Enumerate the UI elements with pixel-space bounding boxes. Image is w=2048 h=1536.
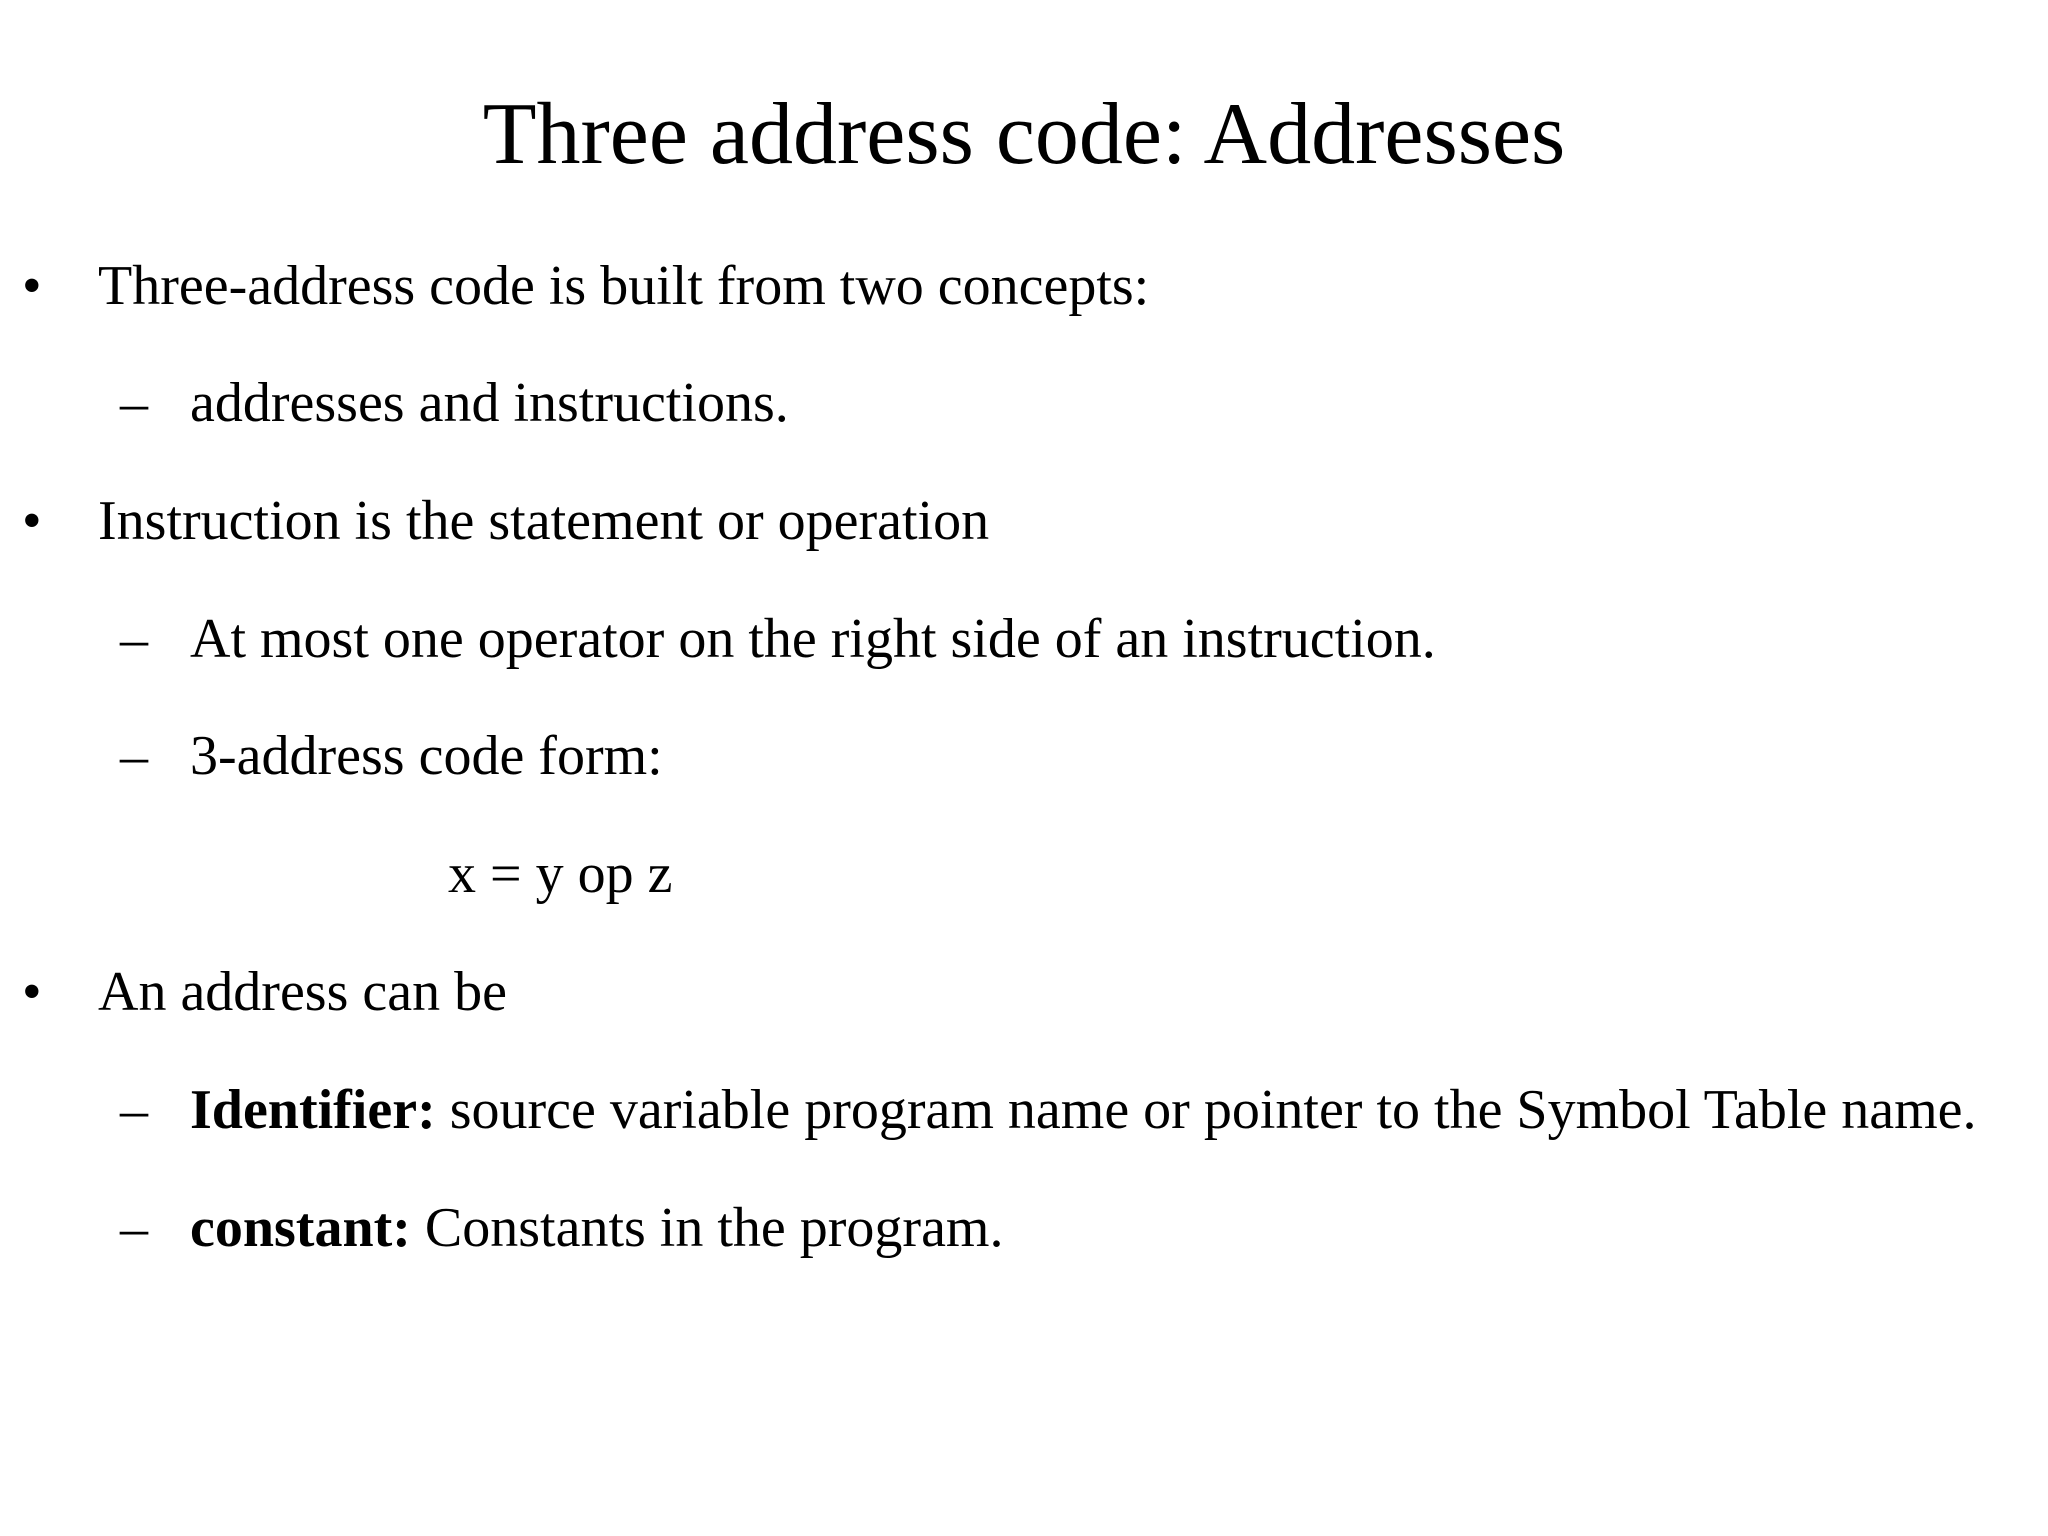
sub-bullet-item: [190, 607, 1436, 671]
bullet-text: Three-address code is built from two concepts:: [98, 255, 1150, 317]
sub-bullet-text: 3-address code form:: [190, 725, 663, 787]
dash-icon: –: [120, 1079, 148, 1141]
bullet-item: [98, 489, 989, 553]
sub-bullet-item: [190, 724, 663, 788]
bullet-item: [98, 254, 1149, 318]
term-label: Identifier:: [190, 1079, 436, 1141]
dash-icon: –: [120, 608, 148, 670]
bullet-icon: •: [22, 490, 42, 552]
bullet-icon: •: [22, 961, 42, 1023]
bullet-item: [98, 960, 507, 1024]
sub-bullet-item: [190, 371, 789, 435]
bullet-text: An address can be: [98, 961, 507, 1023]
dash-icon: –: [120, 1197, 148, 1259]
term-description: Constants in the program.: [410, 1197, 1004, 1259]
term-label: constant:: [190, 1197, 411, 1259]
sub-bullet-text: addresses and instructions.: [190, 372, 789, 434]
term-description: source variable program name or pointer to the Symbol Table name.: [435, 1079, 1977, 1141]
dash-icon: –: [120, 725, 148, 787]
bullet-text: Instruction is the statement or operation: [98, 490, 990, 552]
sub-bullet-text: At most one operator on the right side of an instruction.: [190, 608, 1436, 670]
dash-icon: –: [120, 372, 148, 434]
code-formula: [448, 842, 672, 906]
bullet-icon: •: [22, 255, 42, 317]
formula-text: x = y op z: [448, 843, 673, 905]
sub-bullet-item: [190, 1196, 1003, 1260]
sub-bullet-item: [190, 1078, 1977, 1142]
slide-title: Three address code: Addresses: [482, 86, 1566, 183]
